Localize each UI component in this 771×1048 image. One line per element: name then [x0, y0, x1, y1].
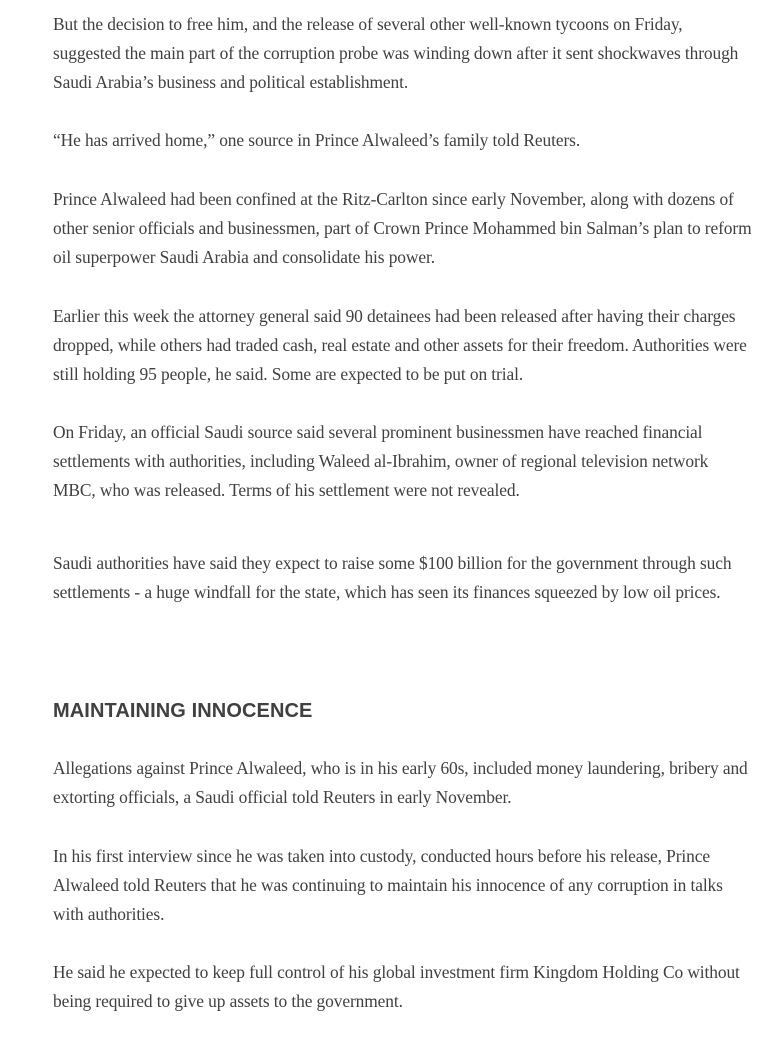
article-paragraph: On Friday, an official Saudi source said several prominent businessmen have reached financial settlements with authorities, including Waleed al-Ibrahim, owner of regional television network MBC, who was released. Terms of his settlement were not revealed.	[53, 422, 709, 500]
section-heading: MAINTAINING INNOCENCE	[53, 700, 313, 722]
article-paragraph: Earlier this week the attorney general said 90 detainees had been released after having their charges dropped, while others had traded cash, real estate and other assets for their freedom. Authorities were still holding 95 people, he said. Some are expected to be put on trial.	[53, 306, 747, 384]
article-paragraph: But the decision to free him, and the release of several other well-known tycoons on Friday, suggested the main part of the corruption probe was winding down after it sent shockwaves through Saudi Arabia’s business and political establishment.	[53, 14, 739, 92]
article-paragraph: Saudi authorities have said they expect to raise some $100 billion for the government through such settlements - a huge windfall for the state, which has seen its finances squeezed by low oil prices.	[53, 553, 732, 602]
article-paragraph: Allegations against Prince Alwaleed, who is in his early 60s, included money laundering, bribery and extorting officials, a Saudi official told Reuters in early November.	[53, 758, 748, 807]
article-paragraph: Prince Alwaleed had been confined at the Ritz-Carlton since early November, along with dozens of other senior officials and businessmen, part of Crown Prince Mohammed bin Salman’s plan to reform oil superpower Saudi Arabia and consolidate his power.	[53, 189, 752, 267]
article-paragraph: “He has arrived home,” one source in Prince Alwaleed’s family told Reuters.	[53, 130, 581, 150]
article-paragraph: He said he expected to keep full control of his global investment firm Kingdom Holding Co without being required to give up assets to the government.	[53, 962, 740, 1011]
article-paragraph: In his first interview since he was taken into custody, conducted hours before his release, Prince Alwaleed told Reuters that he was continuing to maintain his innocence of any corruption in talks with authorities.	[53, 846, 723, 924]
